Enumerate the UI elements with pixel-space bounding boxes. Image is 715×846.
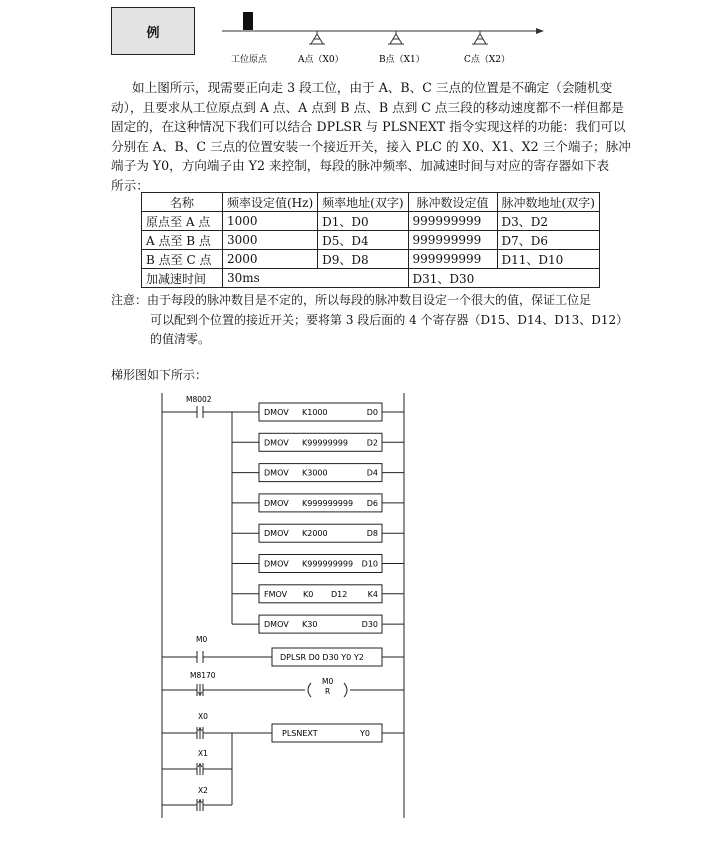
- table-header: 名称: [142, 193, 223, 212]
- instruction-source: K999999999: [302, 498, 354, 508]
- m8170-falling-edge-contact-icon: [197, 684, 203, 696]
- example-label-text: 例: [146, 25, 160, 41]
- table-cell: D1、D0: [318, 212, 408, 231]
- instruction-destination: D8: [366, 529, 378, 539]
- x2-label: X2: [198, 786, 208, 795]
- table-cell: A 点至 B 点: [142, 231, 223, 250]
- m8002-label: M8002: [186, 395, 212, 404]
- instruction-row: [232, 464, 404, 482]
- dplsr-instruction: DPLSR D0 D30 Y0 Y2: [280, 653, 364, 662]
- instruction-group: [232, 403, 404, 633]
- paragraph-line-5: 端子为 Y0，方向端子由 Y2 来控制，每段的脉冲频率、加减速时间与对应的寄存器如下表: [111, 158, 610, 173]
- x1-label: X1: [198, 749, 208, 758]
- paragraph-line-3: 固定的，在这种情况下我们可以结合 DPLSR 与 PLSNEXT 指令实现这样的功能：我们可以: [111, 119, 626, 134]
- note-line-2: 可以配到个位置的接近开关；要将第 3 段后面的 4 个寄存器（D15、D14、D13、D12）: [150, 312, 629, 327]
- instruction-source: K2000: [302, 529, 328, 539]
- instruction-opcode: FMOV: [264, 589, 288, 599]
- instruction-row: [232, 615, 404, 633]
- instruction-destination: D6: [366, 498, 378, 508]
- plsnext-instruction: PLSNEXT: [282, 729, 318, 738]
- instruction-source-2: D12: [331, 589, 348, 599]
- table-cell: D11、D10: [497, 250, 599, 269]
- instruction-row: [232, 524, 404, 542]
- instruction-opcode: DMOV: [264, 529, 289, 539]
- x2-rising-edge-contact-icon: [197, 799, 203, 811]
- table-cell: D31、D30: [408, 269, 599, 288]
- instruction-source: K30: [302, 620, 318, 630]
- point-c-label: C点（X2）: [464, 55, 511, 65]
- table-cell: 999999999: [408, 250, 497, 269]
- reset-coil-letter: R: [325, 687, 331, 696]
- x1-rising-edge-contact-icon: [197, 763, 203, 775]
- table-cell: 30ms: [223, 269, 409, 288]
- instruction-row: [232, 555, 404, 573]
- paragraph-line-6: 所示：: [111, 177, 149, 193]
- origin-label: 工位原点: [231, 55, 268, 65]
- instruction-destination: K4: [367, 589, 378, 599]
- instruction-row: [232, 403, 404, 421]
- instruction-destination: D30: [361, 620, 378, 630]
- table-cell: 原点至 A 点: [142, 212, 223, 231]
- table-cell: D7、D6: [497, 231, 599, 250]
- point-b-label: B点（X1）: [379, 55, 425, 65]
- instruction-opcode: DMOV: [264, 620, 289, 630]
- table-cell: 1000: [223, 212, 318, 231]
- note-line-1: 由于每段的脉冲数目是不定的，所以每段的脉冲数目设定一个很大的值，保证工位足: [147, 293, 592, 307]
- table-cell: 999999999: [408, 231, 497, 250]
- m8002-contact-icon: [197, 406, 203, 418]
- table-header: 脉冲数地址(双字): [497, 193, 599, 212]
- x0-label: X0: [198, 712, 208, 721]
- instruction-source: K99999999: [302, 438, 348, 448]
- table-cell: D9、D8: [318, 250, 408, 269]
- reset-coil-label: M0: [322, 677, 334, 686]
- table-header: 频率设定值(Hz): [223, 193, 318, 212]
- instruction-opcode: DMOV: [264, 408, 289, 417]
- ladder-intro: 梯形图如下所示：: [111, 368, 208, 382]
- instruction-source: K1000: [302, 408, 328, 417]
- table-cell: D3、D2: [497, 212, 599, 231]
- instruction-row: [232, 433, 404, 451]
- instruction-destination: D4: [366, 468, 378, 478]
- paragraph-line-2: 动），且要求从工位原点到 A 点、A 点到 B 点、B 点到 C 点三段的移动速度都不一样但都是: [111, 99, 624, 115]
- m0-label: M0: [196, 635, 208, 644]
- instruction-opcode: DMOV: [264, 438, 289, 448]
- table-cell: B 点至 C 点: [142, 250, 223, 269]
- instruction-opcode: DMOV: [264, 559, 289, 569]
- x0-rising-edge-contact-icon: [197, 727, 203, 739]
- instruction-destination: D10: [361, 559, 378, 569]
- table-cell: 2000: [223, 250, 318, 269]
- instruction-destination: D2: [366, 438, 378, 448]
- note-line-3: 的值清零。: [150, 332, 211, 346]
- instruction-opcode: DMOV: [264, 498, 289, 508]
- table-cell: 999999999: [408, 212, 497, 231]
- m0-contact-icon: [197, 651, 203, 663]
- paragraph-line-4: 分别在 A、B、C 三点的位置安装一个接近开关，接入 PLC 的 X0、X1、X2 三个端子；脉冲: [111, 138, 631, 154]
- instruction-source: K0: [303, 589, 314, 599]
- instruction-source: K999999999: [302, 559, 354, 569]
- table-cell: 3000: [223, 231, 318, 250]
- note-prefix: 注意：: [111, 293, 148, 307]
- instruction-row: [232, 494, 404, 512]
- instruction-source: K3000: [302, 468, 328, 478]
- table-cell: D5、D4: [318, 231, 408, 250]
- table-cell: 加减速时间: [142, 269, 223, 288]
- instruction-destination: D0: [366, 408, 378, 417]
- plsnext-output: Y0: [360, 729, 370, 738]
- table-header: 频率地址(双字): [318, 193, 408, 212]
- instruction-row: [232, 585, 404, 603]
- m8170-label: M8170: [190, 671, 216, 680]
- table-header: 脉冲数设定值: [408, 193, 497, 212]
- instruction-opcode: DMOV: [264, 468, 289, 478]
- point-a-label: A点（X0）: [298, 55, 344, 65]
- paragraph-line-1: 如上图所示，现需要正向走 3 段工位，由于 A、B、C 三点的位置是不确定（会随机变: [132, 80, 613, 95]
